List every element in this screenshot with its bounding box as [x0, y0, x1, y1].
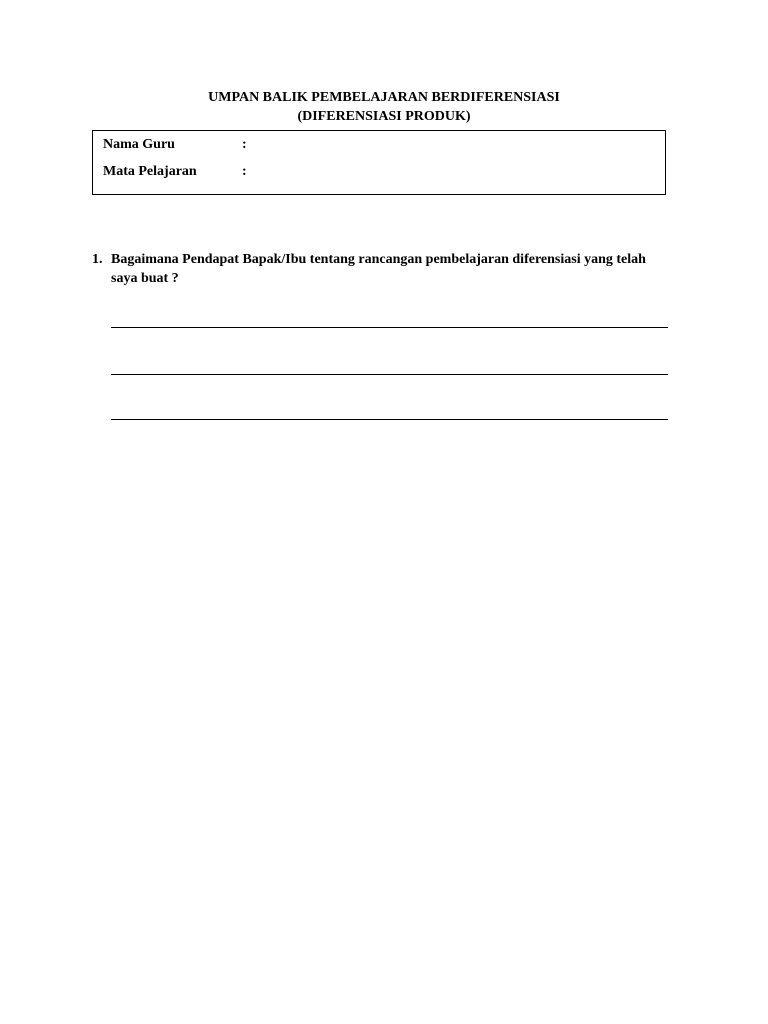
answer-line: [111, 374, 668, 375]
question-text: Bagaimana Pendapat Bapak/Ibu tentang rancangan pembelajaran diferensiasi yang telah saya buat ?: [111, 252, 646, 286]
subject-row: [103, 163, 247, 181]
answer-line: [111, 419, 668, 420]
document-title: UMPAN BALIK PEMBELAJARAN BERDIFERENSIASI: [208, 90, 560, 105]
teacher-name-row: [103, 136, 247, 154]
subject-label: Mata Pelajaran: [103, 164, 197, 179]
document-subtitle: (DIFERENSIASI PRODUK): [297, 109, 471, 124]
teacher-name-label: Nama Guru: [103, 137, 175, 152]
teacher-name-colon: :: [242, 137, 247, 152]
question-number: 1.: [92, 252, 103, 267]
subject-colon: :: [242, 164, 247, 179]
identity-box: [92, 130, 666, 195]
answer-line: [111, 327, 668, 328]
